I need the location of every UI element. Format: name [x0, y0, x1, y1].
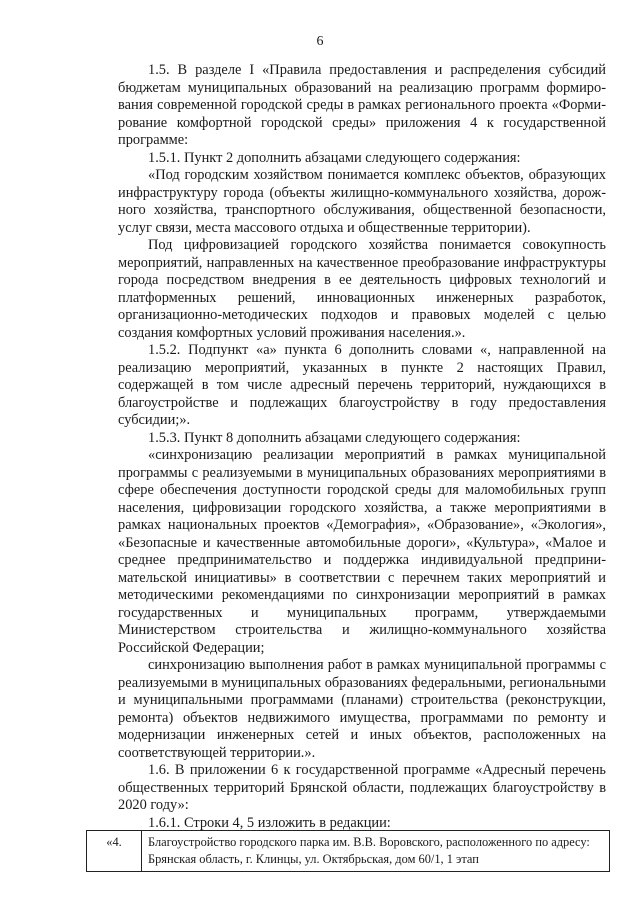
paragraph-synchronization-measures: «синхронизацию реализации мероприятий в рамках муниципальной программы с реализуемыми в муниципальных образованиях мероприятиями в сфере обеспечения доступности городской среды для маломобильных групп населения, цифровизации городского хозяйства, а также мероприятиями в рамках национальных проектов «Демография», «Образование», «Экология», «Безопасные и качественные автомобильные дороги», «Культура», «Малое и среднее предпринимательство и поддержка индивидуальной предпринимательской инициативы» в соответствии с перечнем таких мероприятий и методическими рекомендациями по синхронизации мероприятий в рамках государственных и муниципальных программ, утверждаемыми Министерством строительства и жилищно-коммунального хозяйства Российской Федерации;	[118, 447, 606, 656]
table-row	[87, 831, 610, 872]
paragraph-1-5-1: 1.5.1. Пункт 2 дополнить абзацами следующего содержания:	[148, 149, 521, 166]
paragraph-1-6-1: 1.6.1. Строки 4, 5 изложить в редакции:	[148, 814, 391, 831]
paragraph-1-6: 1.6. В приложении 6 к государственной программе «Адресный перечень общественных территорий Брянской области, подлежащих благоустройству в 2020 году»:	[118, 762, 606, 813]
paragraph-1-5-2: 1.5.2. Подпункт «а» пункта 6 дополнить словами «, направленной на реализацию мероприятий, указанных в пункте 2 настоящих Правил, содержащей в том числе адресный перечень территорий, нуждающихся в благоустройстве и подлежащих благоустройству в году предоставления субсидии;».	[118, 342, 606, 428]
paragraph-city-economy-definition: «Под городским хозяйством понимается комплекс объектов, образующих инфраструктуру города (объекты жилищно-коммунального хозяйства, дорожного хозяйства, транспортного обслуживания, общественной безопасности, услуг связи, места массового отдыха и общественные территории).	[118, 167, 606, 236]
document-body	[118, 62, 606, 832]
paragraph-1-5: 1.5. В разделе I «Правила предоставления и распределения субсидий бюджетам муниципальных образований на реализацию программ формирования современной городской среды в рамках регионального проекта «Формирование комфортной городской среды» приложения 4 к государственной программе:	[118, 62, 606, 148]
paragraph-synchronization-works: синхронизацию выполнения работ в рамках муниципальной программы с реализуемыми в муниципальных образованиях федеральными, региональными и муниципальными программами (планами) строительства (реконструкции, ремонта) объектов недвижимого имущества, программами по ремонту и модернизации инженерных сетей и иных объектов, расположенных на соответствующей территории.».	[118, 657, 607, 761]
paragraph-1-5-3: 1.5.3. Пункт 8 дополнить абзацами следующего содержания:	[148, 429, 521, 446]
page-number: 6	[316, 34, 324, 49]
row-description-cell: Благоустройство городского парка им. В.В. Воровского, расположенного по адресу: Брянская область, г. Клинцы, ул. Октябрьская, дом 60/1, 1 этап	[142, 831, 610, 872]
row-number-cell: «4.	[87, 831, 142, 872]
paragraph-digitalization-definition: Под цифровизацией городского хозяйства понимается совокупность мероприятий, направленных на качественное преобразование инфраструктуры города посредством внедрения в ее деятельность цифровых технологий и платформенных решений, инновационных инженерных разработок, организационно-методических подходов и правовых моделей с целью создания комфортных условий проживания населения.».	[118, 237, 606, 341]
address-list-table	[86, 830, 610, 872]
